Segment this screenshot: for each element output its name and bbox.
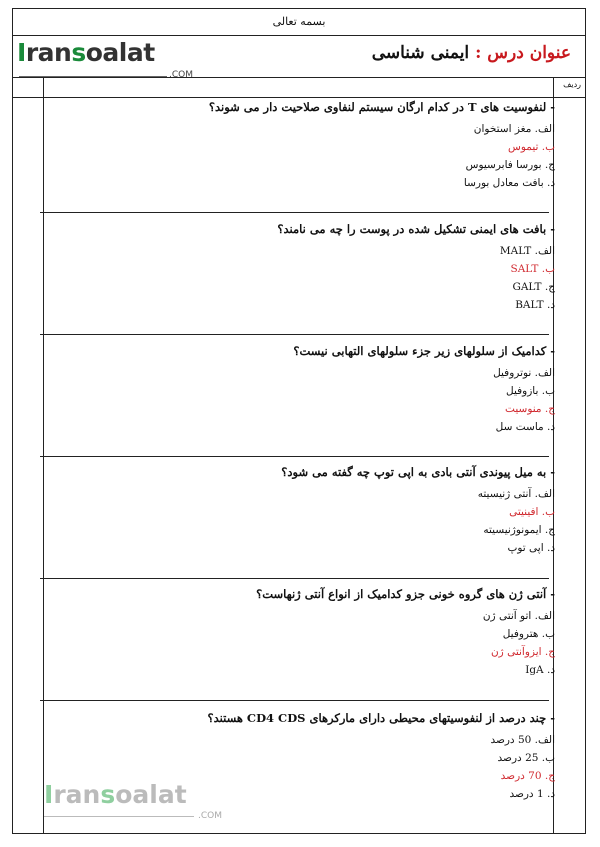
answer-option: د. BALT: [515, 299, 555, 311]
question-block: [85, 344, 555, 433]
question-separator: [40, 700, 549, 701]
course-title-label: عنوان درس :: [475, 43, 571, 63]
footer-logo-s-letter: s: [100, 780, 116, 809]
question-separator: [40, 456, 549, 457]
logo-part-rest: oalat: [85, 38, 155, 67]
answer-option: الف. MALT: [499, 245, 555, 257]
logo-part-ran: ran: [25, 38, 72, 67]
answer-option: الف. مغز استخوان: [473, 123, 555, 135]
left-margin-divider: [43, 77, 44, 833]
footer-logo: [44, 780, 224, 830]
answer-option: ب. هتروفیل: [502, 628, 555, 640]
question-block: [85, 222, 555, 311]
course-title: [372, 43, 571, 63]
answer-option: د. بافت معادل بورسا: [463, 177, 555, 189]
question-text: - بافت های ایمنی تشکیل شده در پوست را چه می نامند؟: [277, 222, 555, 236]
footer-logo-part-rest: oalat: [115, 780, 187, 809]
question-text: - به میل پیوندی آنتی بادی به اپی توپ چه گفته می شود؟: [281, 465, 555, 479]
question-text: - چند درصد از لنفوسیتهای محیطی دارای مارکرهای CD4 CDS هستند؟: [207, 711, 555, 725]
logo-flag-letter: I: [17, 38, 26, 67]
answer-option-correct: ب. SALT: [510, 263, 555, 275]
course-title-value: ایمنی شناسی: [371, 43, 470, 63]
footer-logo-word: [44, 780, 187, 809]
footer-logo-com: .COM: [198, 811, 222, 821]
question-separator: [40, 212, 549, 213]
answer-option: ج. ایمونوژنیسیته: [483, 524, 555, 536]
answer-option-correct: ب. افینیتی: [509, 506, 555, 518]
footer-logo-underline: [44, 816, 194, 817]
answer-option: الف. آنتی ژنیسیته: [477, 488, 555, 500]
footer-logo-flag-letter: I: [44, 780, 54, 809]
answer-option-correct: ج. 70 درصد: [500, 770, 555, 782]
answer-option: ج. GALT: [512, 281, 555, 293]
answer-option-correct: ب. تیموس: [508, 141, 555, 153]
question-block: [85, 100, 555, 189]
answer-option: د. IgA: [525, 664, 555, 676]
question-separator: [40, 578, 549, 579]
answer-option: ب. 25 درصد: [497, 752, 555, 764]
answer-option: د. ماست سل: [495, 421, 555, 433]
question-text: - لنفوسیت های T در کدام ارگان سیستم لنفاوی صلاحیت دار می شوند؟: [208, 100, 555, 114]
row-number-label: ردیف: [563, 80, 581, 89]
header-row: [13, 35, 585, 78]
footer-logo-part-ran: ran: [53, 780, 101, 809]
question-text: - کدامیک از سلولهای زیر جزء سلولهای التهابی نیست؟: [293, 344, 555, 358]
answer-option: د. اپی توپ: [507, 542, 555, 554]
answer-option: الف. نوتروفیل: [493, 367, 555, 379]
bismillah-heading: بسمه تعالی: [13, 9, 585, 36]
answer-option: الف. 50 درصد: [490, 734, 555, 746]
answer-option-correct: ج. ایزوآنتی ژن: [490, 646, 555, 658]
question-block: [85, 587, 555, 676]
answer-option: ج. بورسا فابرسیوس: [465, 159, 555, 171]
question-text: - آنتی ژن های گروه خونی جزو کدامیک از انواع آنتی ژنهاست؟: [256, 587, 555, 601]
answer-option-correct: ج. منوسیت: [505, 403, 555, 415]
logo-com: .COM: [169, 70, 193, 80]
answer-option: ب. بازوفیل: [506, 385, 555, 397]
answer-option: د. 1 درصد: [509, 788, 555, 800]
answer-option: الف. اتو آنتی ژن: [482, 610, 555, 622]
logo-word: [17, 38, 155, 67]
question-separator: [40, 334, 549, 335]
question-block: [85, 465, 555, 554]
column-header-row: [13, 77, 585, 98]
logo-s-letter: s: [71, 38, 86, 67]
